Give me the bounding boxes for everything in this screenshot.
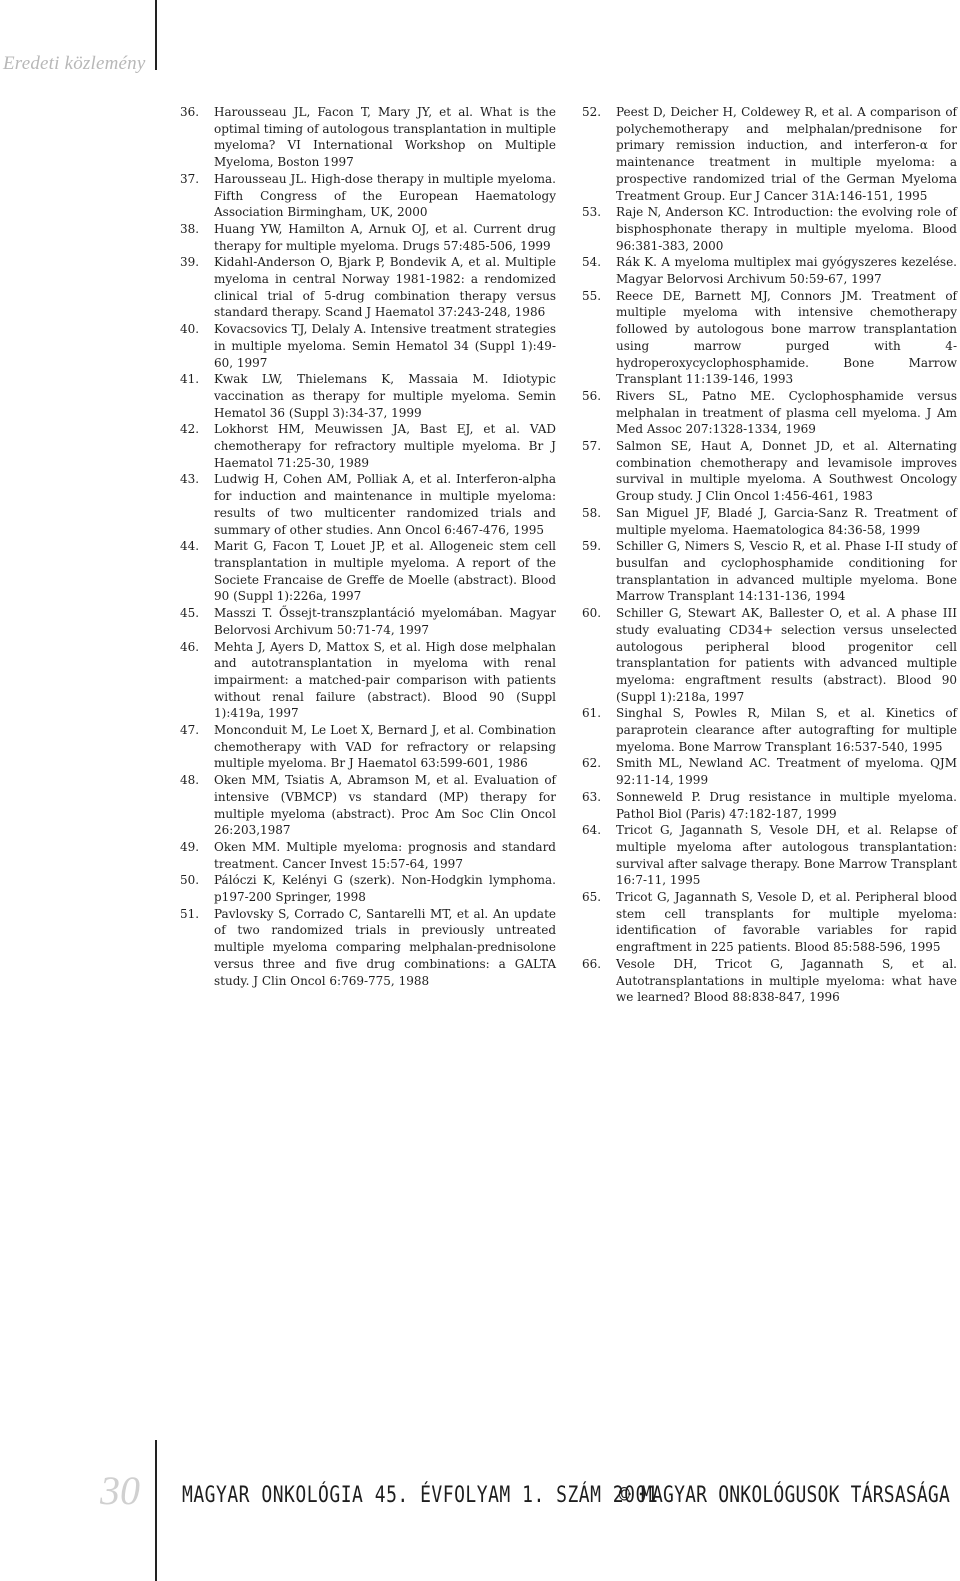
reference-column-left: [180, 104, 556, 989]
reference-number: 52.: [582, 105, 602, 119]
reference-item: [180, 538, 556, 605]
reference-item: [582, 605, 957, 705]
reference-text: San Miguel JF, Bladé J, Garcia-Sanz R. Treatment of multiple myeloma. Haematologica 84:36-58, 1999: [616, 505, 957, 537]
reference-number: 54.: [582, 255, 602, 270]
reference-number: 40.: [180, 322, 200, 337]
reference-text: Kidahl-Anderson O, Bjark P, Bondevik A, et al. Multiple myeloma in central Norway 1981-1982: a rendomized clinical trial of 5-drug combination therapy versus standard therapy. Scand J Haematol 37:243-248, 1986: [214, 255, 556, 320]
reference-text: Lokhorst HM, Meuwissen JA, Bast EJ, et al. VAD chemotherapy for refractory multiple myeloma. Br J Haematol 71:25-30, 1989: [214, 422, 556, 470]
reference-item: [180, 872, 556, 905]
reference-item: [180, 906, 556, 990]
section-label: Eredeti közlemény: [3, 53, 146, 74]
reference-text: Pálóczi K, Kelényi G (szerk). Non-Hodgkin lymphoma. p197-200 Springer, 1998: [214, 873, 556, 905]
reference-number: 60.: [582, 606, 602, 621]
vertical-rule-top: [155, 0, 157, 70]
reference-item: [582, 822, 957, 889]
reference-item: [180, 639, 556, 723]
journal-title: MAGYAR ONKOLÓGIA 45. ÉVFOLYAM 1. SZÁM 2001: [182, 1482, 659, 1509]
reference-number: 45.: [180, 606, 200, 621]
reference-number: 42.: [180, 422, 200, 437]
reference-number: 65.: [582, 890, 602, 905]
reference-item: [582, 505, 957, 538]
reference-item: [180, 772, 556, 839]
reference-text: Kovacsovics TJ, Delaly A. Intensive treatment strategies in multiple myeloma. Semin Hematol 34 (Suppl 1):49-60, 1997: [214, 322, 556, 370]
reference-text: Reece DE, Barnett MJ, Connors JM. Treatment of multiple myeloma with intensive chemotherapy followed by autologous bone marrow transplantation using marrow purged with 4-hydroperoxycyclophosphamide. Bone Marrow Transplant 11:139-146, 1993: [616, 288, 957, 387]
reference-item: [180, 371, 556, 421]
reference-item: [180, 722, 556, 772]
reference-text: Tricot G, Jagannath S, Vesole D, et al. Peripheral blood stem cell transplants for multiple myeloma: identification of favorable variables for rapid engraftment in 225 patients. Blood 85:588-596, 1995: [616, 890, 957, 955]
reference-item: [582, 254, 957, 287]
reference-text: Oken MM. Multiple myeloma: prognosis and standard treatment. Cancer Invest 15:57-64, 1997: [214, 839, 556, 871]
reference-text: Peest D, Deicher H, Coldewey R, et al. A comparison of polychemotherapy and melphalan/prednisone for primary remission induction, and interferon-α for maintenance treatment in multiple myeloma: a prospective randomized trial of the German Myeloma Treatment Group. Eur J Cancer 31A:146-151, 1995: [616, 105, 957, 203]
reference-item: [180, 254, 556, 321]
reference-item: [582, 388, 957, 438]
reference-number: 66.: [582, 956, 602, 971]
reference-item: [582, 438, 957, 505]
reference-text: Smith ML, Newland AC. Treatment of myeloma. QJM 92:11-14, 1999: [616, 756, 957, 788]
reference-item: [180, 421, 556, 471]
reference-text: Monconduit M, Le Loet X, Bernard J, et al. Combination chemotherapy with VAD for refractory or relapsing multiple myeloma. Br J Haematol 63:599-601, 1986: [214, 723, 556, 771]
reference-text: Salmon SE, Haut A, Donnet JD, et al. Alternating combination chemotherapy and levamisole improves survival in multiple myeloma. A Southwest Oncology Group study. J Clin Oncol 1:456-461, 1983: [616, 439, 957, 504]
reference-item: [582, 889, 957, 956]
reference-text: Pavlovsky S, Corrado C, Santarelli MT, et al. An update of two randomized trials in previously untreated multiple myeloma comparing melphalan-prednisolone versus three and five drug combinations: a GALTA study. J Clin Oncol 6:769-775, 1988: [214, 906, 556, 988]
reference-number: 43.: [180, 472, 200, 487]
reference-text: Rivers SL, Patno ME. Cyclophosphamide versus melphalan in treatment of plasma cell myeloma. J Am Med Assoc 207:1328-1334, 1969: [616, 388, 957, 437]
reference-number: 38.: [180, 221, 200, 236]
reference-item: [582, 705, 957, 755]
reference-text: Marit G, Facon T, Louet JP, et al. Allogeneic stem cell transplantation in multiple myeloma. A report of the Societe Francaise de Greffe de Moelle (abstract). Blood 90 (Suppl 1):226a, 1997: [214, 539, 556, 604]
reference-item: [582, 538, 957, 605]
reference-item: [582, 956, 957, 1006]
reference-number: 58.: [582, 505, 602, 520]
reference-item: [180, 221, 556, 254]
reference-number: 61.: [582, 706, 602, 721]
reference-text: Ludwig H, Cohen AM, Polliak A, et al. Interferon-alpha for induction and maintenance in multiple myeloma: results of two multicenter randomized trials and summary of other studies. Ann Oncol 6:467-476, 1995: [214, 472, 556, 537]
reference-item: [582, 789, 957, 822]
reference-text: Raje N, Anderson KC. Introduction: the evolving role of bisphosphonate therapy in multiple myeloma. Blood 96:381-383, 2000: [616, 205, 957, 253]
reference-text: Huang YW, Hamilton A, Arnuk OJ, et al. Current drug therapy for multiple myeloma. Drugs 57:485-506, 1999: [214, 221, 556, 253]
reference-text: Mehta J, Ayers D, Mattox S, et al. High dose melphalan and autotransplantation in myeloma with renal impairment: a matched-pair comparison with patients without renal failure (abstract). Blood 90 (Suppl 1):419a, 1997: [214, 639, 556, 721]
reference-number: 53.: [582, 205, 602, 220]
reference-number: 59.: [582, 539, 602, 554]
reference-number: 64.: [582, 823, 602, 838]
reference-item: [180, 605, 556, 638]
reference-number: 50.: [180, 873, 200, 888]
reference-number: 41.: [180, 372, 200, 387]
reference-number: 44.: [180, 539, 200, 554]
reference-item: [180, 839, 556, 872]
reference-number: 51.: [180, 906, 200, 921]
reference-number: 56.: [582, 388, 602, 403]
reference-item: [582, 755, 957, 788]
reference-text: Schiller G, Stewart AK, Ballester O, et al. A phase III study evaluating CD34+ selection versus unselected autologous peripheral blood progenitor cell transplantation for patients with advanced multiple myeloma: engraftment results (abstract). Blood 90 (Suppl 1):218a, 1997: [616, 606, 957, 704]
reference-item: [180, 321, 556, 371]
reference-item: [582, 288, 957, 388]
vertical-rule-bottom: [155, 1440, 157, 1581]
reference-number: 62.: [582, 756, 602, 771]
reference-text: Masszi T. Őssejt-transzplantáció myelomában. Magyar Belorvosi Archivum 50:71-74, 1997: [214, 606, 556, 637]
reference-column-right: [582, 104, 957, 1006]
reference-number: 57.: [582, 439, 602, 454]
reference-text: Sonneweld P. Drug resistance in multiple myeloma. Pathol Biol (Paris) 47:182-187, 1999: [616, 789, 957, 821]
reference-number: 39.: [180, 255, 200, 270]
reference-item: [582, 104, 957, 204]
reference-number: 55.: [582, 288, 602, 303]
reference-number: 48.: [180, 773, 200, 788]
reference-number: 37.: [180, 171, 200, 186]
reference-item: [180, 171, 556, 221]
reference-text: Singhal S, Powles R, Milan S, et al. Kinetics of paraprotein clearance after autografting for multiple myeloma. Bone Marrow Transplant 16:537-540, 1995: [616, 706, 957, 754]
reference-text: Tricot G, Jagannath S, Vesole DH, et al. Relapse of multiple myeloma after autologous transplantation: survival after salvage therapy. Bone Marrow Transplant 16:7-11, 1995: [616, 823, 957, 888]
reference-text: Harousseau JL, Facon T, Mary JY, et al. What is the optimal timing of autologous transplantation in multiple myeloma? VI International Workshop on Multiple Myeloma, Boston 1997: [214, 105, 556, 170]
reference-text: Harousseau JL. High-dose therapy in multiple myeloma. Fifth Congress of the European Haematology Association Birmingham, UK, 2000: [214, 171, 556, 220]
page-number: 30: [100, 1468, 140, 1513]
reference-number: 63.: [582, 789, 602, 804]
reference-number: 49.: [180, 839, 200, 854]
reference-number: 36.: [180, 105, 200, 119]
reference-number: 47.: [180, 723, 200, 738]
reference-item: [582, 204, 957, 254]
reference-text: Oken MM, Tsiatis A, Abramson M, et al. Evaluation of intensive (VBMCP) vs standard (MP) therapy for multiple myeloma (abstract). Proc Am Soc Clin Oncol 26:203,1987: [214, 773, 556, 838]
reference-number: 46.: [180, 639, 200, 654]
copyright-notice: © MAGYAR ONKOLÓGUSOK TÁRSASÁGA: [618, 1482, 950, 1509]
reference-item: [180, 471, 556, 538]
reference-text: Vesole DH, Tricot G, Jagannath S, et al. Autotransplantations in multiple myeloma: what have we learned? Blood 88:838-847, 1996: [616, 956, 957, 1005]
reference-text: Schiller G, Nimers S, Vescio R, et al. Phase I-II study of busulfan and cyclophosphamide conditioning for transplantation in advanced multiple myeloma. Bone Marrow Transplant 14:131-136, 1994: [616, 539, 957, 604]
reference-text: Kwak LW, Thielemans K, Massaia M. Idiotypic vaccination as therapy for multiple myeloma. Semin Hematol 36 (Suppl 3):34-37, 1999: [214, 372, 556, 420]
reference-item: [180, 104, 556, 171]
reference-text: Rák K. A myeloma multiplex mai gyógyszeres kezelése. Magyar Belorvosi Archivum 50:59-67, 1997: [616, 255, 957, 287]
